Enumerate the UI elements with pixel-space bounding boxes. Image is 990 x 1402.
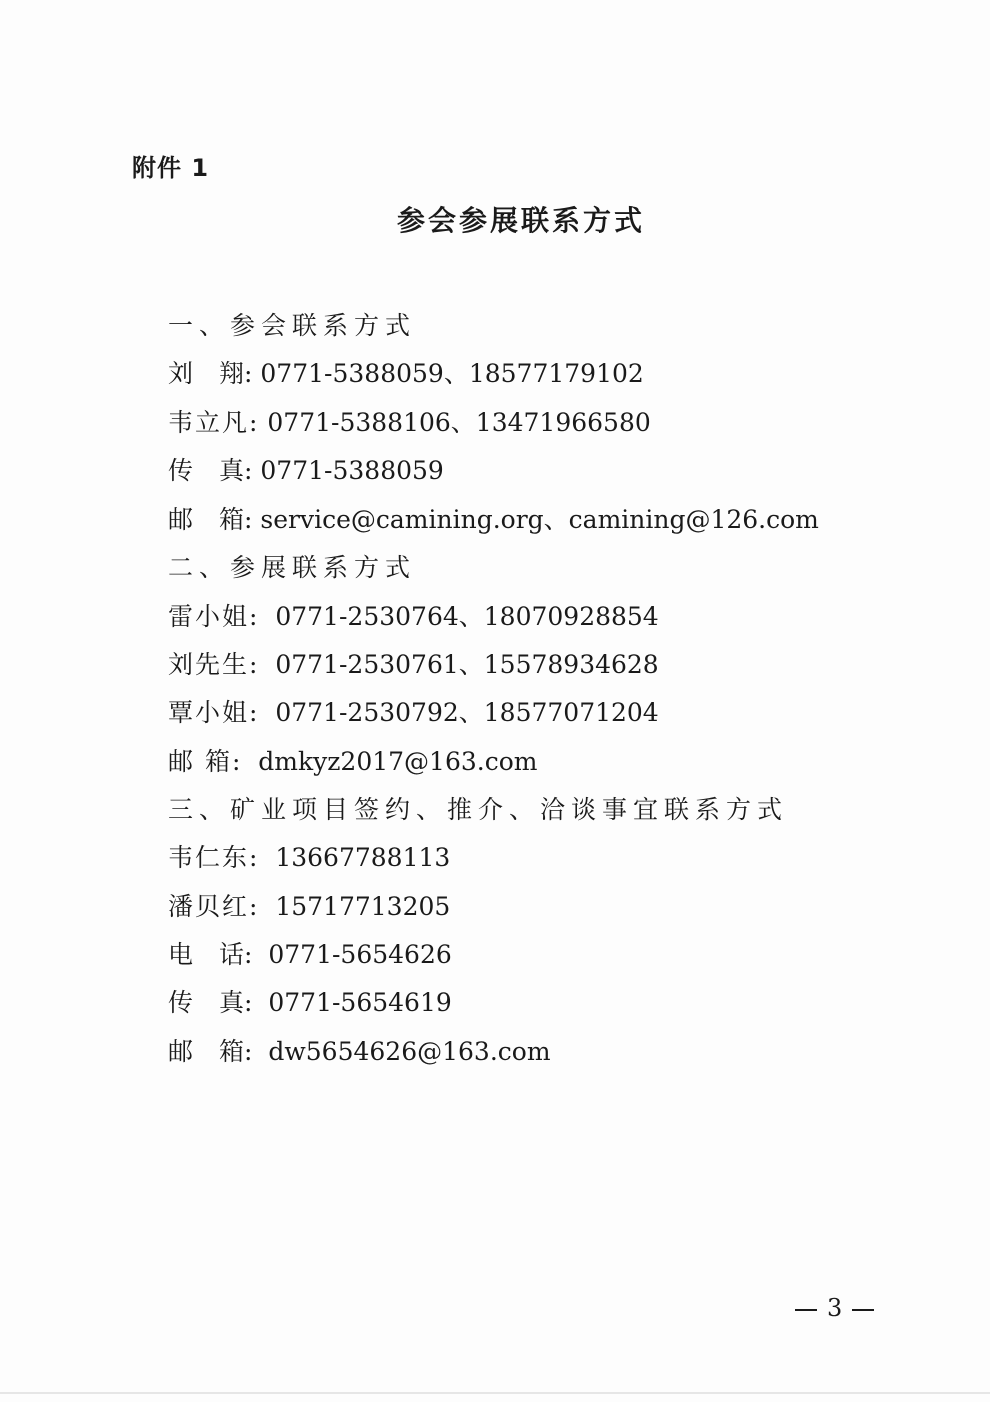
contact-row: [168, 505, 819, 535]
contact-row: [168, 456, 444, 486]
contact-row: [168, 602, 659, 632]
contact-value: 0771-5654619: [268, 988, 452, 1017]
page-bottom-edge: [0, 1392, 990, 1394]
page-number: 3: [795, 1294, 874, 1322]
contact-value: 0771-2530764、18070928854: [275, 602, 659, 631]
contact-row: [168, 650, 659, 680]
contact-label: 邮 箱:: [168, 1037, 253, 1066]
contact-value: 0771-2530761、15578934628: [275, 650, 659, 679]
contact-label: 传 真:: [168, 456, 253, 485]
contact-row: [168, 988, 452, 1018]
section1-heading: 一、参会联系方式: [168, 311, 417, 340]
email-value: service@camining.org、camining@126.com: [260, 505, 819, 534]
contact-row: [168, 940, 452, 970]
contact-label: 刘先生:: [168, 650, 260, 679]
contact-row: [168, 892, 450, 922]
contact-value: 0771-5388106、13471966580: [267, 408, 651, 437]
contact-row: [168, 843, 450, 873]
contact-label: 邮 箱:: [168, 747, 243, 776]
contact-label: 邮 箱:: [168, 505, 253, 534]
contact-label: 韦仁东:: [168, 843, 260, 872]
dash-left: [795, 1309, 817, 1311]
contact-value: 15717713205: [275, 892, 451, 921]
contact-value: 13667788113: [275, 843, 451, 872]
contact-label: 潘贝红:: [168, 892, 260, 921]
contact-value: 0771-5388059、18577179102: [260, 359, 644, 388]
contact-label: 雷小姐:: [168, 602, 260, 631]
contact-label: 覃小姐:: [168, 698, 260, 727]
contact-label: 传 真:: [168, 988, 253, 1017]
contact-row: [168, 698, 659, 728]
contact-value: 0771-5388059: [260, 456, 444, 485]
contact-value: 0771-2530792、18577071204: [275, 698, 659, 727]
contact-label: 韦立凡:: [168, 408, 260, 437]
contact-label: 电 话:: [168, 940, 253, 969]
attachment-label: 附件 1: [132, 154, 210, 182]
email-value: dw5654626@163.com: [268, 1037, 551, 1066]
contact-row: [168, 359, 644, 389]
contact-row: [168, 408, 651, 438]
contact-row: [168, 1037, 551, 1067]
contact-value: 0771-5654626: [268, 940, 452, 969]
section3-heading: 三、矿业项目签约、推介、洽谈事宜联系方式: [168, 795, 789, 824]
email-value: dmkyz2017@163.com: [258, 747, 538, 776]
document-title: 参会参展联系方式: [396, 204, 645, 237]
contact-label: 刘 翔:: [168, 359, 253, 388]
section2-heading: 二、参展联系方式: [168, 553, 417, 582]
dash-right: [852, 1309, 874, 1311]
contact-row: [168, 747, 537, 777]
